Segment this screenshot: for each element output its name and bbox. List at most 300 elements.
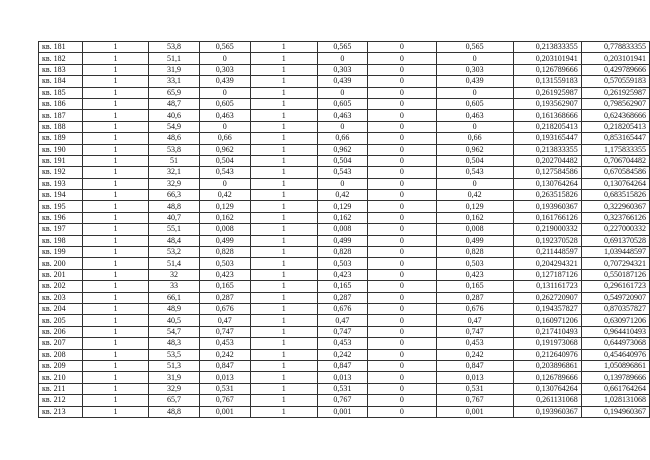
table-row xyxy=(39,406,650,417)
table-cell: 0,531 xyxy=(436,383,513,394)
table-row xyxy=(39,315,650,326)
table-cell: 48,4 xyxy=(149,235,199,246)
table-cell: 1,039448597 xyxy=(581,247,649,258)
table-cell: 0 xyxy=(317,87,367,98)
table-cell: 0 xyxy=(436,178,513,189)
table-cell: 0 xyxy=(199,53,250,64)
table-cell: 1 xyxy=(82,201,149,212)
table-cell: 0,531 xyxy=(317,383,367,394)
table-cell: 0,127584586 xyxy=(513,167,581,178)
table-row xyxy=(39,87,650,98)
table-cell: 0,47 xyxy=(199,315,250,326)
apartment-cell: кв. 212 xyxy=(39,395,83,406)
table-cell: 0,165 xyxy=(199,281,250,292)
table-cell: 1 xyxy=(250,178,317,189)
table-cell: 0,453 xyxy=(436,338,513,349)
table-cell: 1 xyxy=(82,87,149,98)
apartment-cell: кв. 184 xyxy=(39,76,83,87)
table-cell: 1 xyxy=(250,144,317,155)
table-cell: 0,219000332 xyxy=(513,224,581,235)
table-cell: 0,691370528 xyxy=(581,235,649,246)
table-cell: 0,964410493 xyxy=(581,326,649,337)
table-row xyxy=(39,121,650,132)
table-cell: 1 xyxy=(250,42,317,53)
table-cell: 0,767 xyxy=(436,395,513,406)
apartment-cell: кв. 182 xyxy=(39,53,83,64)
table-row xyxy=(39,224,650,235)
table-row xyxy=(39,178,650,189)
table-cell: 0,001 xyxy=(199,406,250,417)
table-cell: 1 xyxy=(250,326,317,337)
table-row xyxy=(39,360,650,371)
table-cell: 0,47 xyxy=(317,315,367,326)
table-cell: 0,165 xyxy=(436,281,513,292)
table-cell: 0,322960367 xyxy=(581,201,649,212)
table-cell: 0,242 xyxy=(436,349,513,360)
apartment-cell: кв. 195 xyxy=(39,201,83,212)
table-cell: 0 xyxy=(368,281,437,292)
table-cell: 0 xyxy=(368,64,437,75)
table-cell: 1 xyxy=(250,406,317,417)
table-cell: 0,162 xyxy=(317,212,367,223)
table-cell: 1 xyxy=(250,64,317,75)
table-cell: 0,008 xyxy=(317,224,367,235)
table-cell: 0,194960367 xyxy=(581,406,649,417)
table-row xyxy=(39,64,650,75)
table-cell: 0,47 xyxy=(436,315,513,326)
table-cell: 1,175833355 xyxy=(581,144,649,155)
table-cell: 0,66 xyxy=(199,133,250,144)
apartment-cell: кв. 199 xyxy=(39,247,83,258)
table-cell: 1 xyxy=(82,269,149,280)
table-cell: 1 xyxy=(82,190,149,201)
table-cell: 40,6 xyxy=(149,110,199,121)
table-cell: 32,1 xyxy=(149,167,199,178)
apartment-cell: кв. 186 xyxy=(39,98,83,109)
table-cell: 1 xyxy=(250,53,317,64)
table-row xyxy=(39,42,650,53)
table-cell: 0 xyxy=(368,87,437,98)
table-cell: 31,9 xyxy=(149,372,199,383)
table-cell: 1 xyxy=(250,360,317,371)
table-row xyxy=(39,133,650,144)
apartment-cell: кв. 203 xyxy=(39,292,83,303)
table-cell: 0 xyxy=(199,87,250,98)
table-cell: 48,3 xyxy=(149,338,199,349)
table-cell: 1 xyxy=(250,269,317,280)
table-cell: 0,767 xyxy=(317,395,367,406)
table-cell: 1 xyxy=(82,315,149,326)
table-cell: 0,676 xyxy=(317,303,367,314)
table-cell: 1 xyxy=(82,53,149,64)
table-cell: 0 xyxy=(436,53,513,64)
table-row xyxy=(39,53,650,64)
table-cell: 1 xyxy=(82,98,149,109)
table-cell: 0 xyxy=(368,372,437,383)
table-cell: 1 xyxy=(82,64,149,75)
table-cell: 0,218205413 xyxy=(581,121,649,132)
table-cell: 0 xyxy=(368,133,437,144)
table-cell: 0,853165447 xyxy=(581,133,649,144)
apartment-cell: кв. 193 xyxy=(39,178,83,189)
table-cell: 33 xyxy=(149,281,199,292)
table-cell: 53,2 xyxy=(149,247,199,258)
table-cell: 0,42 xyxy=(317,190,367,201)
table-cell: 0,287 xyxy=(436,292,513,303)
table-cell: 51 xyxy=(149,155,199,166)
table-cell: 32,9 xyxy=(149,383,199,394)
table-cell: 48,7 xyxy=(149,98,199,109)
table-cell: 0,499 xyxy=(317,235,367,246)
table-cell: 0 xyxy=(368,224,437,235)
table-cell: 0,683515826 xyxy=(581,190,649,201)
table-cell: 0,131559183 xyxy=(513,76,581,87)
table-cell: 0,767 xyxy=(199,395,250,406)
table-cell: 0,798562907 xyxy=(581,98,649,109)
table-cell: 1 xyxy=(82,133,149,144)
table-cell: 0,213833355 xyxy=(513,42,581,53)
table-cell: 1 xyxy=(250,76,317,87)
table-cell: 0 xyxy=(368,144,437,155)
table-cell: 0,439 xyxy=(436,76,513,87)
table-cell: 0,828 xyxy=(317,247,367,258)
table-row xyxy=(39,247,650,258)
table-cell: 0,962 xyxy=(199,144,250,155)
table-cell: 0,303 xyxy=(317,64,367,75)
table-row xyxy=(39,383,650,394)
table-row xyxy=(39,372,650,383)
table-cell: 0,453 xyxy=(317,338,367,349)
table-cell: 0,127187126 xyxy=(513,269,581,280)
table-cell: 1 xyxy=(250,247,317,258)
table-cell: 0 xyxy=(368,155,437,166)
table-cell: 0,008 xyxy=(436,224,513,235)
table-row xyxy=(39,201,650,212)
table-cell: 1 xyxy=(250,338,317,349)
table-cell: 0,013 xyxy=(199,372,250,383)
table-cell: 66,3 xyxy=(149,190,199,201)
table-row xyxy=(39,303,650,314)
table-cell: 0,161368666 xyxy=(513,110,581,121)
table-cell: 0,287 xyxy=(317,292,367,303)
apartment-cell: кв. 185 xyxy=(39,87,83,98)
table-cell: 0,504 xyxy=(317,155,367,166)
table-cell: 0,303 xyxy=(199,64,250,75)
table-cell: 0,778833355 xyxy=(581,42,649,53)
table-cell: 0 xyxy=(368,167,437,178)
table-row xyxy=(39,395,650,406)
table-row xyxy=(39,292,650,303)
table-cell: 1 xyxy=(82,281,149,292)
table-cell: 48,6 xyxy=(149,133,199,144)
table-row xyxy=(39,269,650,280)
table-row xyxy=(39,144,650,155)
table-cell: 1 xyxy=(250,372,317,383)
table-cell: 0,261925987 xyxy=(581,87,649,98)
table-cell: 0,203896861 xyxy=(513,360,581,371)
table-cell: 0,565 xyxy=(317,42,367,53)
apartment-cell: кв. 205 xyxy=(39,315,83,326)
table-cell: 0,66 xyxy=(436,133,513,144)
table-cell: 0 xyxy=(368,326,437,337)
table-cell: 54,9 xyxy=(149,121,199,132)
apartment-cell: кв. 202 xyxy=(39,281,83,292)
table-cell: 0,218205413 xyxy=(513,121,581,132)
table-cell: 1 xyxy=(82,258,149,269)
table-cell: 0,439 xyxy=(317,76,367,87)
table-cell: 1 xyxy=(82,178,149,189)
table-cell: 0,605 xyxy=(199,98,250,109)
apartment-cell: кв. 213 xyxy=(39,406,83,417)
apartment-cell: кв. 204 xyxy=(39,303,83,314)
apartment-cell: кв. 183 xyxy=(39,64,83,75)
table-cell: 1 xyxy=(250,87,317,98)
table-cell: 0 xyxy=(368,303,437,314)
table-cell: 1 xyxy=(82,110,149,121)
table-cell: 0 xyxy=(368,201,437,212)
table-cell: 53,5 xyxy=(149,349,199,360)
apartment-cell: кв. 196 xyxy=(39,212,83,223)
table-cell: 0,747 xyxy=(436,326,513,337)
table-cell: 1 xyxy=(250,224,317,235)
table-cell: 0 xyxy=(368,395,437,406)
table-row xyxy=(39,338,650,349)
table-row xyxy=(39,110,650,121)
table-cell: 0,161766126 xyxy=(513,212,581,223)
table-cell: 0,504 xyxy=(199,155,250,166)
table-cell: 0 xyxy=(317,178,367,189)
table-cell: 1 xyxy=(82,326,149,337)
table-cell: 1 xyxy=(82,144,149,155)
table-cell: 0,423 xyxy=(436,269,513,280)
table-cell: 32 xyxy=(149,269,199,280)
table-cell: 0,503 xyxy=(317,258,367,269)
table-cell: 1 xyxy=(82,303,149,314)
apartment-cell: кв. 208 xyxy=(39,349,83,360)
table-cell: 1 xyxy=(250,303,317,314)
table-cell: 0,543 xyxy=(199,167,250,178)
table-cell: 1 xyxy=(82,224,149,235)
table-cell: 48,8 xyxy=(149,201,199,212)
table-cell: 0,126789666 xyxy=(513,64,581,75)
table-cell: 0,423 xyxy=(199,269,250,280)
table-cell: 1 xyxy=(250,258,317,269)
table-cell: 0,193165447 xyxy=(513,133,581,144)
table-cell: 0,463 xyxy=(317,110,367,121)
table-cell: 1 xyxy=(250,110,317,121)
table-cell: 0,747 xyxy=(317,326,367,337)
table-cell: 0,162 xyxy=(199,212,250,223)
table-cell: 0,499 xyxy=(199,235,250,246)
table-cell: 0,261131068 xyxy=(513,395,581,406)
table-cell: 1 xyxy=(250,212,317,223)
table-cell: 1 xyxy=(82,395,149,406)
table-cell: 1 xyxy=(250,155,317,166)
table-cell: 0,747 xyxy=(199,326,250,337)
table-cell: 0,565 xyxy=(199,42,250,53)
table-cell: 0,429789666 xyxy=(581,64,649,75)
table-cell: 0,129 xyxy=(317,201,367,212)
table-cell: 0,126789666 xyxy=(513,372,581,383)
table-cell: 0,262720907 xyxy=(513,292,581,303)
table-cell: 1 xyxy=(250,235,317,246)
table-cell: 1 xyxy=(250,395,317,406)
apartment-cell: кв. 190 xyxy=(39,144,83,155)
table-cell: 1 xyxy=(82,167,149,178)
table-cell: 0,013 xyxy=(317,372,367,383)
table-cell: 0 xyxy=(368,235,437,246)
table-cell: 0,227000332 xyxy=(581,224,649,235)
table-cell: 0 xyxy=(368,178,437,189)
table-cell: 1 xyxy=(82,383,149,394)
table-cell: 0,130764264 xyxy=(581,178,649,189)
table-cell: 48,8 xyxy=(149,406,199,417)
table-cell: 0,624368666 xyxy=(581,110,649,121)
table-row xyxy=(39,258,650,269)
table-cell: 0,160971206 xyxy=(513,315,581,326)
table-cell: 1 xyxy=(250,281,317,292)
table-cell: 0 xyxy=(368,110,437,121)
table-cell: 1 xyxy=(82,247,149,258)
table-cell: 1,028131068 xyxy=(581,395,649,406)
table-cell: 51,4 xyxy=(149,258,199,269)
table-row xyxy=(39,190,650,201)
table-cell: 0 xyxy=(317,53,367,64)
table-cell: 0 xyxy=(368,53,437,64)
table-cell: 0,129 xyxy=(436,201,513,212)
table-cell: 1 xyxy=(250,349,317,360)
table-cell: 0,503 xyxy=(199,258,250,269)
table-cell: 0 xyxy=(368,292,437,303)
apartment-cell: кв. 191 xyxy=(39,155,83,166)
table-cell: 0 xyxy=(368,247,437,258)
table-cell: 0,013 xyxy=(436,372,513,383)
table-cell: 1,050896861 xyxy=(581,360,649,371)
table-cell: 0,847 xyxy=(436,360,513,371)
table-cell: 0,870357827 xyxy=(581,303,649,314)
table-cell: 1 xyxy=(82,42,149,53)
table-cell: 0,423 xyxy=(317,269,367,280)
table-cell: 1 xyxy=(250,201,317,212)
table-cell: 51,1 xyxy=(149,53,199,64)
apartment-meter-table xyxy=(38,41,650,418)
table-cell: 0 xyxy=(368,406,437,417)
table-cell: 1 xyxy=(250,121,317,132)
table-cell: 1 xyxy=(82,292,149,303)
table-cell: 0,503 xyxy=(436,258,513,269)
table-cell: 0,001 xyxy=(436,406,513,417)
table-cell: 1 xyxy=(250,133,317,144)
table-cell: 0,676 xyxy=(199,303,250,314)
table-cell: 0,211448597 xyxy=(513,247,581,258)
apartment-cell: кв. 206 xyxy=(39,326,83,337)
table-cell: 0,549720907 xyxy=(581,292,649,303)
table-row xyxy=(39,76,650,87)
apartment-cell: кв. 189 xyxy=(39,133,83,144)
table-cell: 0,212640976 xyxy=(513,349,581,360)
table-cell: 0,66 xyxy=(317,133,367,144)
table-row xyxy=(39,155,650,166)
table-cell: 1 xyxy=(250,292,317,303)
table-cell: 0,203101941 xyxy=(513,53,581,64)
apartment-cell: кв. 188 xyxy=(39,121,83,132)
table-cell: 0,296161723 xyxy=(581,281,649,292)
table-cell: 1 xyxy=(82,76,149,87)
table-cell: 0 xyxy=(317,121,367,132)
table-cell: 1 xyxy=(82,121,149,132)
table-cell: 0 xyxy=(436,87,513,98)
table-cell: 0,605 xyxy=(317,98,367,109)
table-cell: 1 xyxy=(82,360,149,371)
table-cell: 1 xyxy=(250,315,317,326)
table-cell: 0,131161723 xyxy=(513,281,581,292)
table-cell: 0 xyxy=(368,76,437,87)
table-cell: 0 xyxy=(368,315,437,326)
table-cell: 0,242 xyxy=(317,349,367,360)
table-cell: 0 xyxy=(368,212,437,223)
table-cell: 0,543 xyxy=(436,167,513,178)
table-cell: 51,3 xyxy=(149,360,199,371)
table-cell: 0,499 xyxy=(436,235,513,246)
table-cell: 0,706704482 xyxy=(581,155,649,166)
table-cell: 0,630971206 xyxy=(581,315,649,326)
table-cell: 0,303 xyxy=(436,64,513,75)
table-cell: 0 xyxy=(368,42,437,53)
table-cell: 0,42 xyxy=(436,190,513,201)
apartment-cell: кв. 194 xyxy=(39,190,83,201)
table-cell: 1 xyxy=(82,235,149,246)
table-cell: 48,9 xyxy=(149,303,199,314)
table-cell: 0 xyxy=(368,258,437,269)
table-cell: 1 xyxy=(82,406,149,417)
apartment-cell: кв. 209 xyxy=(39,360,83,371)
table-cell: 0,323766126 xyxy=(581,212,649,223)
apartment-cell: кв. 181 xyxy=(39,42,83,53)
apartment-cell: кв. 200 xyxy=(39,258,83,269)
table-cell: 0,847 xyxy=(317,360,367,371)
table-cell: 40,5 xyxy=(149,315,199,326)
table-cell: 0 xyxy=(199,121,250,132)
apartment-cell: кв. 192 xyxy=(39,167,83,178)
table-cell: 1 xyxy=(82,338,149,349)
table-cell: 0,707294321 xyxy=(581,258,649,269)
table-cell: 1 xyxy=(250,167,317,178)
table-cell: 0,217410493 xyxy=(513,326,581,337)
table-cell: 1 xyxy=(250,190,317,201)
table-cell: 0,001 xyxy=(317,406,367,417)
table-cell: 0,242 xyxy=(199,349,250,360)
table-cell: 0,008 xyxy=(199,224,250,235)
table-cell: 0,42 xyxy=(199,190,250,201)
table-cell: 0 xyxy=(368,98,437,109)
apartment-cell: кв. 210 xyxy=(39,372,83,383)
table-cell: 0,194357827 xyxy=(513,303,581,314)
table-cell: 0,453 xyxy=(199,338,250,349)
table-cell: 0,193960367 xyxy=(513,406,581,417)
table-cell: 0 xyxy=(199,178,250,189)
table-cell: 0,531 xyxy=(199,383,250,394)
table-cell: 0,670584586 xyxy=(581,167,649,178)
table-cell: 0,463 xyxy=(436,110,513,121)
table-cell: 0,661764264 xyxy=(581,383,649,394)
table-row xyxy=(39,326,650,337)
table-cell: 0,644973068 xyxy=(581,338,649,349)
table-cell: 1 xyxy=(250,98,317,109)
apartment-cell: кв. 201 xyxy=(39,269,83,280)
table-cell: 0,193960367 xyxy=(513,201,581,212)
table-cell: 0,543 xyxy=(317,167,367,178)
table-cell: 0,203101941 xyxy=(581,53,649,64)
